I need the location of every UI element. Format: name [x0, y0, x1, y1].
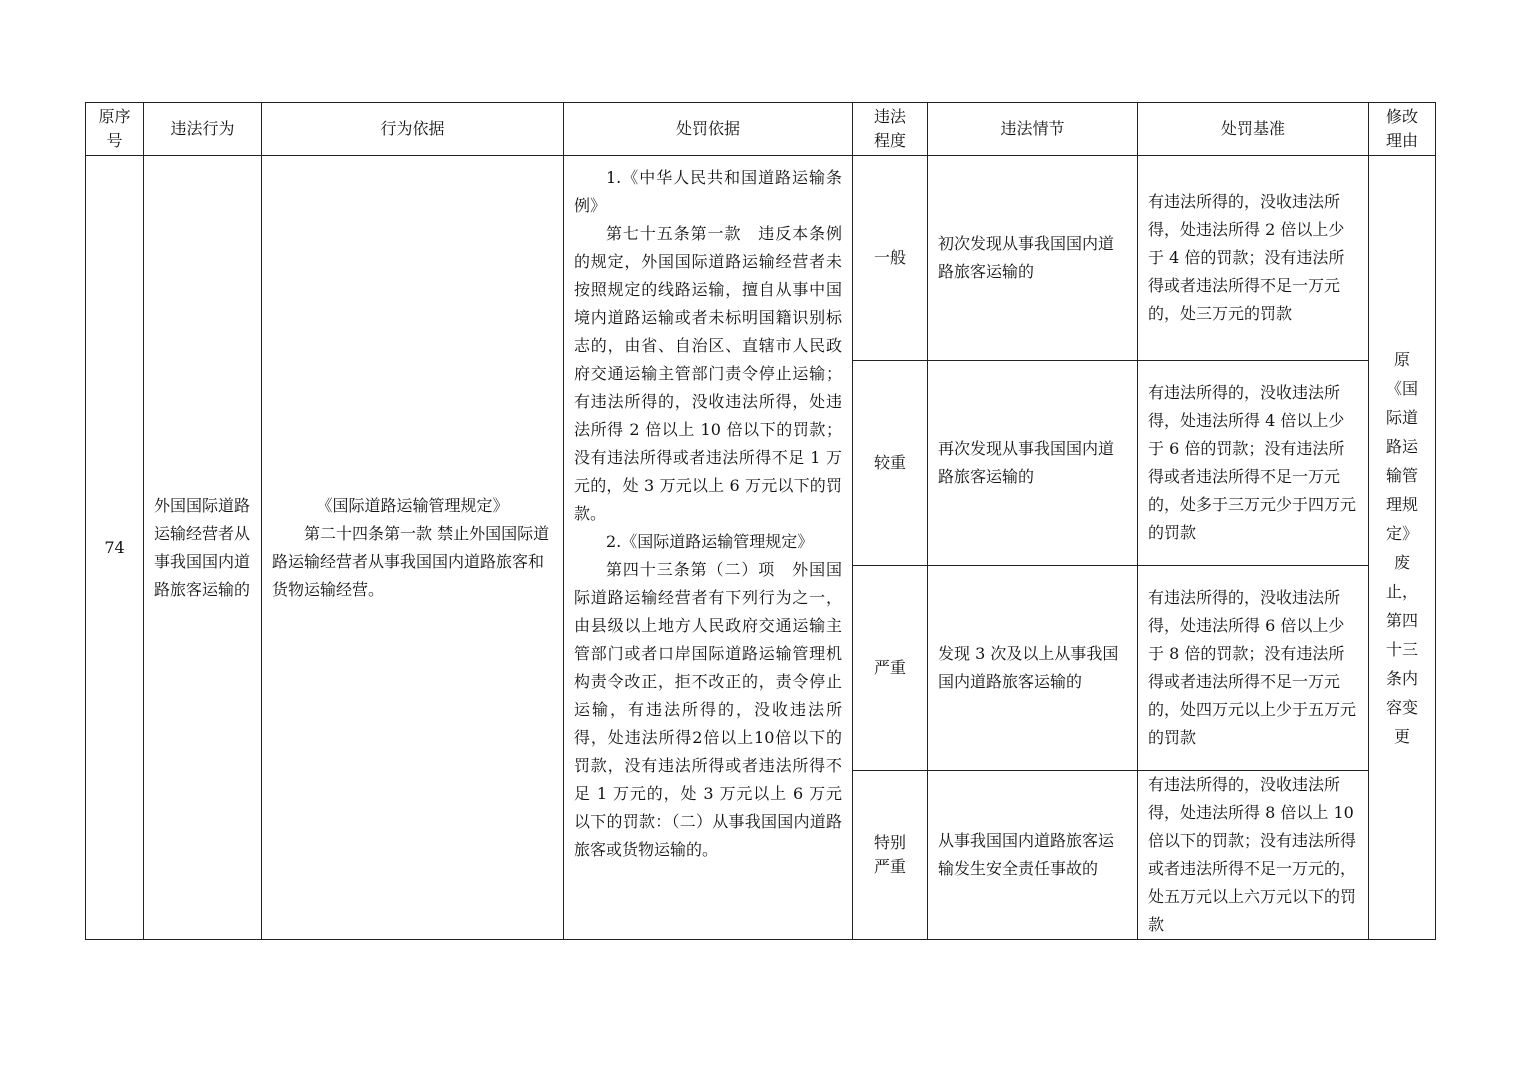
standard-cell: 有违法所得的，没收违法所得，处违法所得 4 倍以上少于 6 倍的罚款；没有违法所得或者违法所得不足一万元的，处多于三万元少于四万元的罚款 — [1138, 361, 1369, 566]
header-seq: 原序号 — [86, 103, 144, 156]
circumstance-cell: 再次发现从事我国国内道路旅客运输的 — [928, 361, 1138, 566]
penalty-basis-text-1: 第七十五条第一款 违反本条例的规定，外国国际道路运输经营者未按照规定的线路运输，擅自从事中国境内道路运输或者未标明国籍识别标志的，由省、自治区、直辖市人民政府交通运输主管部门责令停止运输；有违法所得的，没收违法所得，处违法所得 2 倍以上 10 倍以下的罚款；没有违法所得或者违法所得不足 1 万元的，处 3 万元以上 6 万元以下的罚款。 — [574, 224, 842, 523]
penalty-basis-title-2: 2.《国际道路运输管理规定》 — [606, 532, 814, 551]
circumstance-cell: 发现 3 次及以上从事我国国内道路旅客运输的 — [928, 566, 1138, 771]
level-cell: 特别严重 — [853, 771, 928, 940]
header-circumstance: 违法情节 — [928, 103, 1138, 156]
circumstance-cell: 初次发现从事我国国内道路旅客运输的 — [928, 156, 1138, 361]
standard-cell: 有违法所得的，没收违法所得，处违法所得 6 倍以上少于 8 倍的罚款；没有违法所得或者违法所得不足一万元的，处四万元以上少于五万元的罚款 — [1138, 566, 1369, 771]
level-cell: 一般 — [853, 156, 928, 361]
header-level: 违法程度 — [853, 103, 928, 156]
basis-cell — [262, 156, 564, 940]
seq-cell: 74 — [86, 156, 144, 940]
header-reason: 修改理由 — [1369, 103, 1436, 156]
level-cell: 较重 — [853, 361, 928, 566]
header-act: 违法行为 — [144, 103, 262, 156]
basis-title: 《国际道路运输管理规定》 — [316, 495, 509, 515]
act-cell: 外国国际道路运输经营者从事我国国内道路旅客运输的 — [144, 156, 262, 940]
penalty-standard-table — [85, 102, 1436, 940]
basis-text: 第二十四条第一款 禁止外国国际道路运输经营者从事我国国内道路旅客和货物运输经营。 — [272, 523, 550, 599]
penalty-basis-cell — [564, 156, 853, 940]
reason-cell — [1369, 156, 1436, 940]
header-basis: 行为依据 — [262, 103, 564, 156]
penalty-basis-text-2: 第四十三条第（二）项 外国国际道路运输经营者有下列行为之一，由县级以上地方人民政府交通运输主管部门或者口岸国际道路运输管理机构责令改正，拒不改正的，责令停止运输，有违法所得的，没收违法所得，处违法所得2倍以上10倍以下的罚款，没有违法所得或者违法所得不足 1 万元的，处 3 万元以上 6 万元以下的罚款：（二）从事我国国内道路旅客或货物运输的。 — [574, 560, 842, 859]
standard-cell: 有违法所得的，没收违法所得，处违法所得 2 倍以上少于 4 倍的罚款；没有违法所得或者违法所得不足一万元的，处三万元的罚款 — [1138, 156, 1369, 361]
reason-text: 原《国际道路运输管理规定》废止，第四十三条内容变更 — [1385, 349, 1418, 746]
header-row — [86, 103, 1436, 156]
circumstance-cell: 从事我国国内道路旅客运输发生安全责任事故的 — [928, 771, 1138, 940]
level-cell: 严重 — [853, 566, 928, 771]
penalty-basis-title-1: 1.《中华人民共和国道路运输条例》 — [574, 168, 842, 215]
header-penalty-basis: 处罚依据 — [564, 103, 853, 156]
header-standard: 处罚基准 — [1138, 103, 1369, 156]
standard-cell: 有违法所得的，没收违法所得，处违法所得 8 倍以上 10 倍以下的罚款；没有违法所得或者违法所得不足一万元的，处五万元以上六万元以下的罚款 — [1138, 771, 1369, 940]
table-row-level-1 — [86, 156, 1436, 361]
